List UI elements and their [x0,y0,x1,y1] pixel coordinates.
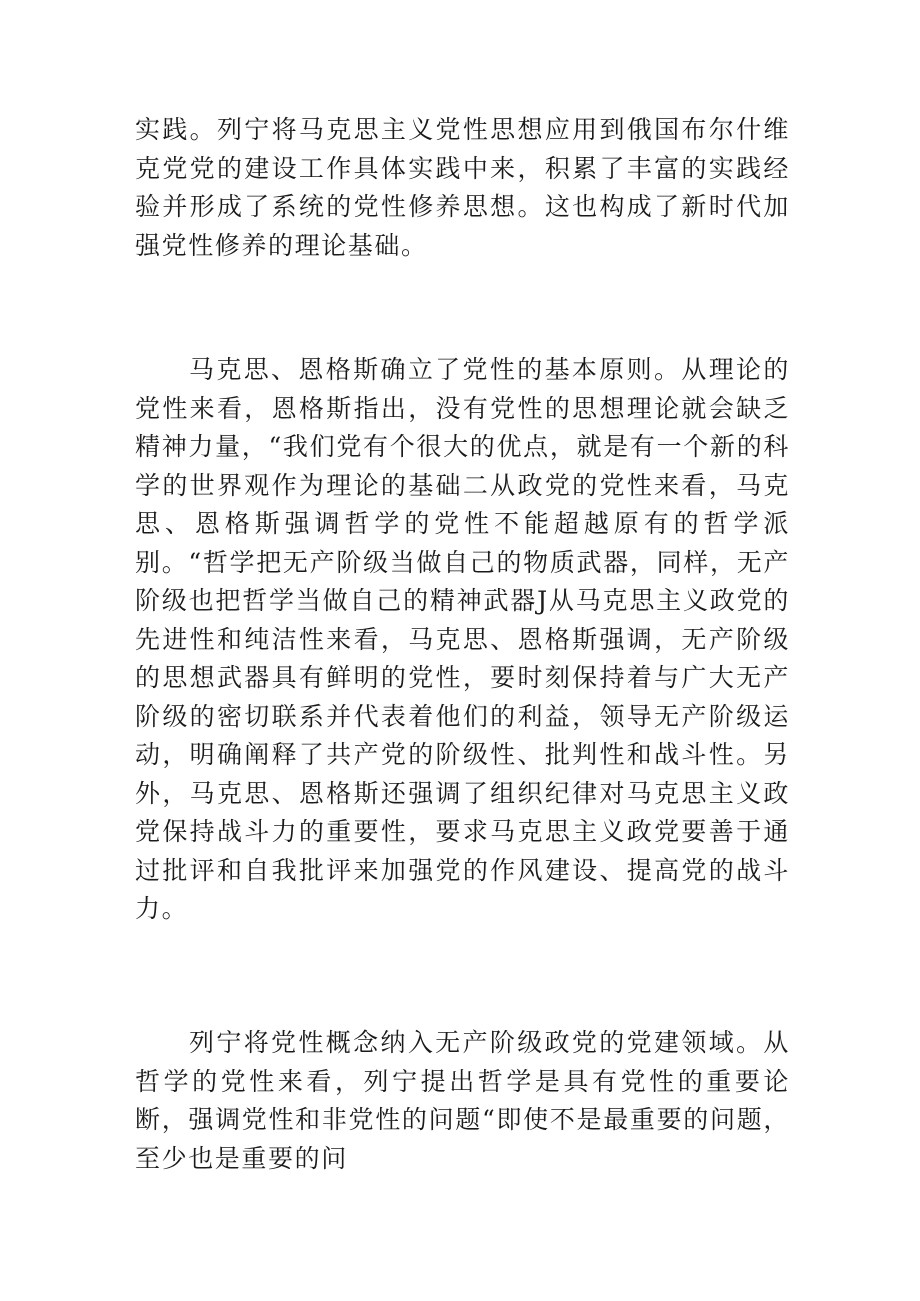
paragraph-continued: 实践。列宁将马克思主义党性思想应用到俄国布尔什维克党党的建设工作具体实践中来，积累了丰富的实践经验并形成了系统的党性修养思想。这也构成了新时代加强党性修养的理论基础。 [135,115,790,260]
paragraph-marx-engels-party-spirit: 马克思、恩格斯确立了党性的基本原则。从理论的党性来看，恩格斯指出，没有党性的思想理论就会缺乏精神力量，“我们党有个很大的优点，就是有一个新的科学的世界观作为理论的基础二从政党的党性来看，马克思、恩格斯强调哲学的党性不能超越原有的哲学派别。“哲学把无产阶级当做自己的物质武器，同样，无产阶级也把哲学当做自己的精神武器J从马克思主义政党的先进性和纯洁性来看，马克思、恩格斯强调，无产阶级的思想武器具有鲜明的党性，要时刻保持着与广大无产阶级的密切联系并代表着他们的利益，领导无产阶级运动，明确阐释了共产党的阶级性、批判性和战斗性。另外，马克思、恩格斯还强调了组织纪律对马克思主义政党保持战斗力的重要性，要求马克思主义政党要善于通过批评和自我批评来加强党的作风建设、提高党的战斗力。 [135,355,790,923]
paragraph-lenin-party-spirit: 列宁将党性概念纳入无产阶级政党的党建领域。从哲学的党性来看，列宁提出哲学是具有党性的重要论断，强调党性和非党性的问题“即使不是最重要的问题，至少也是重要的问 [135,1028,790,1173]
